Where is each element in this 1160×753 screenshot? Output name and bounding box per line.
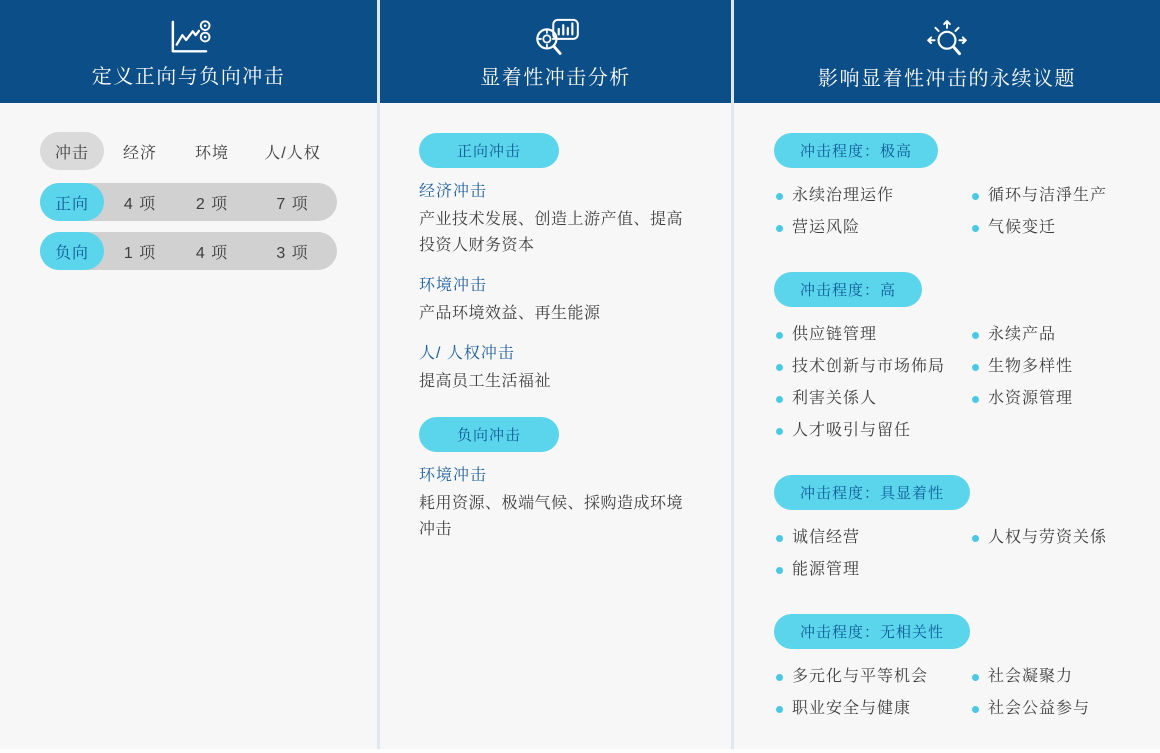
topic-label: 社会公益参与 <box>988 700 1091 717</box>
impact-level-badge: 冲击程度：极高 <box>774 133 938 168</box>
panel-header-sustainability-topics <box>734 0 1160 103</box>
bullet-icon <box>776 706 783 713</box>
trend-chart-icon <box>166 19 212 57</box>
topic-label: 职业安全与健康 <box>792 700 912 717</box>
topic-label: 生物多样性 <box>988 358 1074 375</box>
topic-list-left <box>774 325 970 453</box>
panel-header-define-impacts <box>0 0 377 103</box>
topic-item <box>774 667 970 687</box>
topic-label: 水资源管理 <box>988 390 1074 407</box>
bullet-icon <box>776 396 783 403</box>
cell-positive-environment: 2 项 <box>195 195 229 213</box>
cell-negative-environment: 4 项 <box>195 244 229 262</box>
column-header-environment: 环境 <box>194 144 229 162</box>
topic-label: 诚信经营 <box>792 529 861 546</box>
bullet-icon <box>972 193 979 200</box>
topic-label: 循环与洁淨生产 <box>988 187 1108 204</box>
bullet-icon <box>776 674 783 681</box>
bullet-icon <box>972 364 979 371</box>
topic-list-right <box>970 667 1140 731</box>
negative-impact-section <box>419 417 709 543</box>
topic-item <box>970 667 1140 687</box>
cell-positive-economy: 4 项 <box>123 195 157 213</box>
table-corner-chip: 冲击 <box>40 132 104 170</box>
topic-label: 社会凝聚力 <box>988 668 1074 685</box>
bullet-icon <box>776 364 783 371</box>
topic-list-left <box>774 186 970 250</box>
topic-item <box>774 218 970 238</box>
analysis-item-body: 提高员工生活福祉 <box>419 373 552 390</box>
panel-title: 定义正向与负向冲击 <box>91 66 286 88</box>
analysis-item-heading: 经济冲击 <box>419 183 488 200</box>
magnifier-gear-chart-icon <box>532 18 580 58</box>
impact-group-extreme <box>774 133 1140 250</box>
analysis-item-body: 耗用资源、极端气候、採购造成环境冲击 <box>419 495 684 538</box>
panel-title: 影响显着性冲击的永续议题 <box>818 67 1076 90</box>
topic-item <box>774 357 970 377</box>
topic-item <box>970 186 1140 206</box>
topic-lists <box>774 528 1140 592</box>
bullet-icon <box>776 193 783 200</box>
topic-item <box>970 357 1140 377</box>
analysis-item-heading: 人/ 人权冲击 <box>419 345 515 362</box>
topic-list-left <box>774 528 970 592</box>
bullet-icon <box>972 674 979 681</box>
analysis-item <box>419 275 709 327</box>
column-divider <box>731 0 734 753</box>
cell-negative-economy: 1 项 <box>123 244 157 262</box>
topic-list-right <box>970 186 1140 250</box>
impact-level-badge: 冲击程度：无相关性 <box>774 614 970 649</box>
topic-item <box>970 218 1140 238</box>
topic-label: 永续产品 <box>988 326 1057 343</box>
bullet-icon <box>776 225 783 232</box>
negative-impact-badge: 负向冲击 <box>419 417 559 452</box>
topic-item <box>774 186 970 206</box>
topic-item <box>774 699 970 719</box>
bullet-icon <box>776 567 783 574</box>
topic-item <box>970 699 1140 719</box>
analysis-item <box>419 343 709 395</box>
topic-item <box>774 389 970 409</box>
impact-level-badge: 冲击程度：具显着性 <box>774 475 970 510</box>
bullet-icon <box>776 332 783 339</box>
significance-analysis-panel <box>419 133 709 543</box>
topic-item <box>970 389 1140 409</box>
table-row-negative <box>40 232 337 270</box>
table-header-row <box>40 132 337 170</box>
topic-item <box>774 560 970 580</box>
topic-label: 能源管理 <box>792 561 861 578</box>
magnifier-impact-icon <box>923 18 971 59</box>
table-row-positive <box>40 183 337 221</box>
panel-header-significance-analysis <box>380 0 731 103</box>
topic-item <box>970 325 1140 345</box>
row-label-chip-positive: 正向 <box>40 183 104 221</box>
analysis-item-body: 产业技术发展、创造上游产值、提高投资人财务资本 <box>419 211 684 254</box>
panel-title: 显着性冲击分析 <box>480 67 631 89</box>
positive-impact-badge: 正向冲击 <box>419 133 559 168</box>
impact-group-high <box>774 272 1140 453</box>
topic-label: 利害关係人 <box>792 390 878 407</box>
topic-lists <box>774 667 1140 731</box>
analysis-item <box>419 181 709 259</box>
topic-label: 人才吸引与留任 <box>792 422 912 439</box>
column-divider <box>377 0 380 753</box>
topic-item <box>970 528 1140 548</box>
topic-list-right <box>970 528 1140 592</box>
topic-label: 技术创新与市场佈局 <box>792 358 946 375</box>
topic-list-left <box>774 667 970 731</box>
topic-label: 人权与劳资关係 <box>988 529 1108 546</box>
cell-positive-human-rights: 7 项 <box>276 195 309 213</box>
topic-lists <box>774 325 1140 453</box>
impact-group-significant <box>774 475 1140 592</box>
impact-group-not-relevant <box>774 614 1140 731</box>
sustainability-topics-panel <box>774 133 1140 753</box>
impact-level-badge: 冲击程度：高 <box>774 272 922 307</box>
topic-label: 供应链管理 <box>792 326 878 343</box>
cell-negative-human-rights: 3 项 <box>276 244 309 262</box>
bullet-icon <box>972 535 979 542</box>
column-header-human-rights: 人/人权 <box>264 144 321 162</box>
analysis-item <box>419 465 709 543</box>
topic-list-right <box>970 325 1140 453</box>
topic-label: 气候变迁 <box>988 219 1057 236</box>
analysis-item-heading: 环境冲击 <box>419 467 488 484</box>
bullet-icon <box>972 332 979 339</box>
bullet-icon <box>776 428 783 435</box>
topic-item <box>774 528 970 548</box>
column-header-economy: 经济 <box>122 144 157 162</box>
topic-item <box>774 421 970 441</box>
analysis-item-body: 产品环境效益、再生能源 <box>419 305 601 322</box>
topic-label: 营运风险 <box>792 219 861 236</box>
topic-item <box>774 325 970 345</box>
topic-label: 多元化与平等机会 <box>792 668 929 685</box>
row-label-chip-negative: 负向 <box>40 232 104 270</box>
impact-summary-table <box>40 132 337 281</box>
bullet-icon <box>972 706 979 713</box>
bullet-icon <box>972 225 979 232</box>
bullet-icon <box>776 535 783 542</box>
topic-label: 永续治理运作 <box>792 187 895 204</box>
analysis-item-heading: 环境冲击 <box>419 277 488 294</box>
topic-lists <box>774 186 1140 250</box>
bullet-icon <box>972 396 979 403</box>
